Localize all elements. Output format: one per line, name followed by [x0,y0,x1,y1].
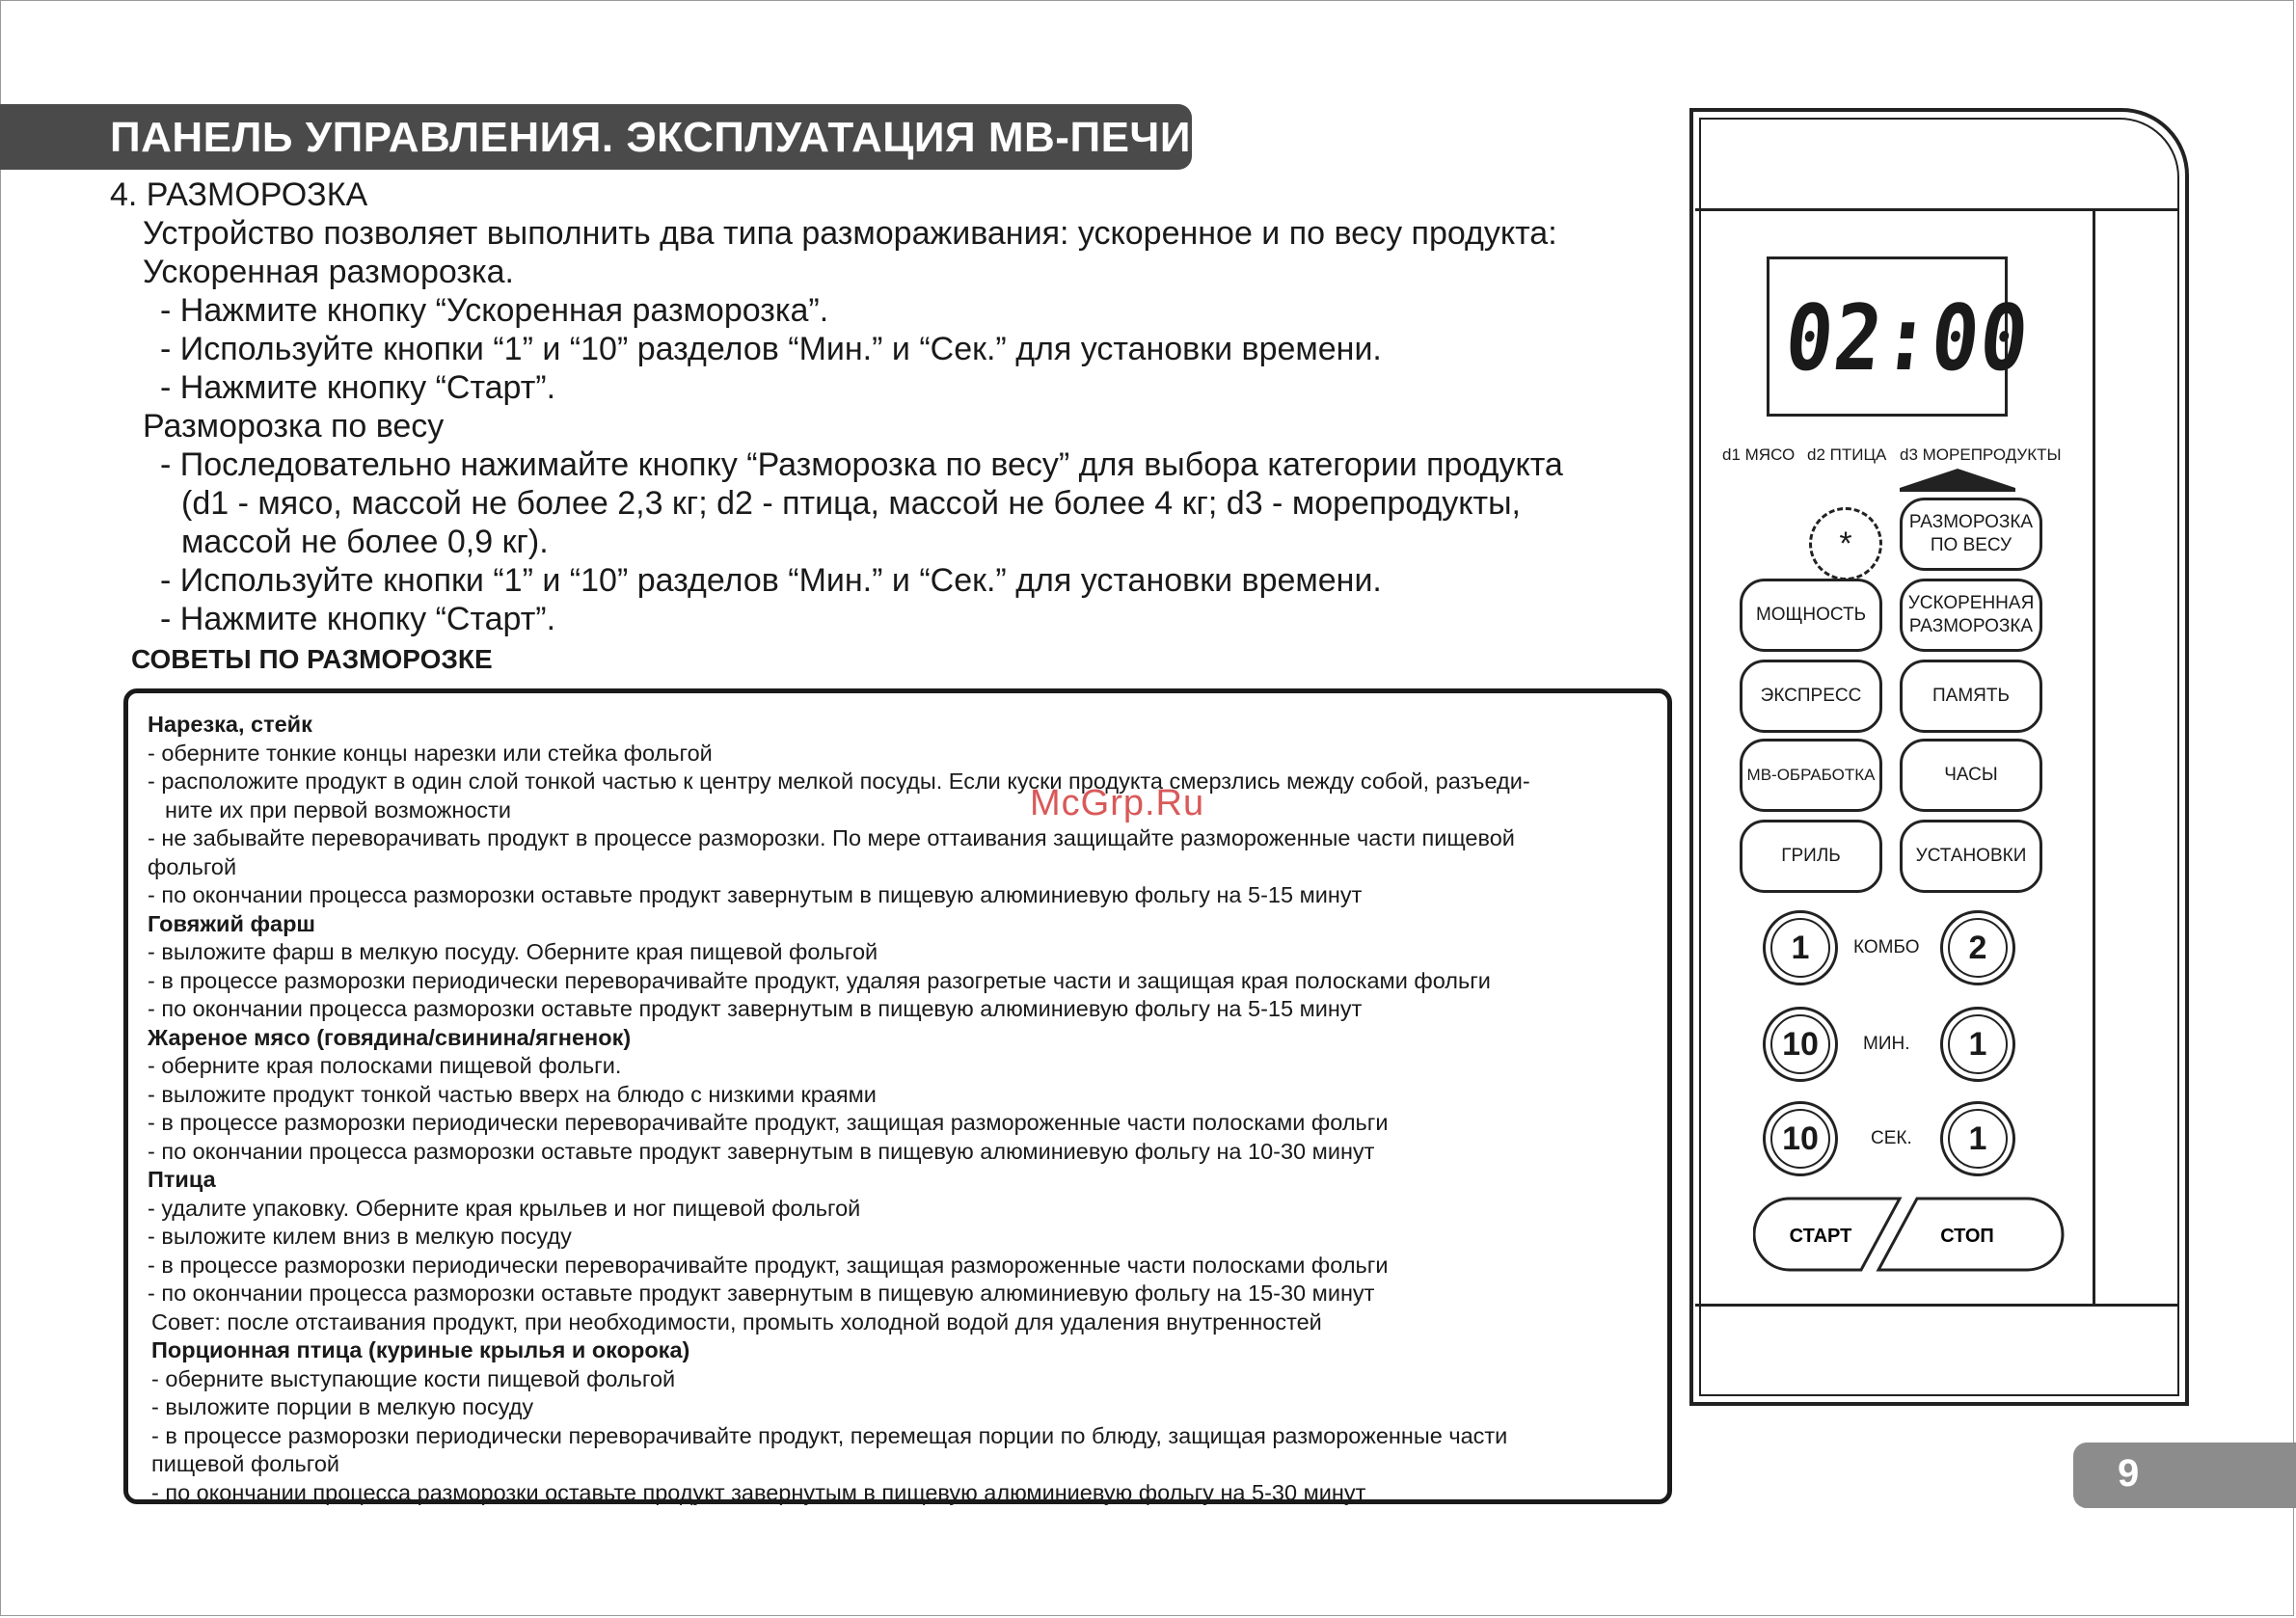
tips-title: СОВЕТЫ ПО РАЗМОРОЗКЕ [131,644,493,674]
tip-line: фольгой [148,853,237,879]
time-display [1767,256,2035,417]
intro-line: - Последовательно нажимайте кнопку “Разморозка по весу” для выбора категории продукта [160,446,1563,483]
intro-line: - Используйте кнопки “1” и “10” разделов “Мин.” и “Сек.” для установки времени. [160,331,1382,367]
tip-line: - оберните края полосками пищевой фольги. [148,1053,622,1078]
weight-defrost-button[interactable]: РАЗМОРОЗКА ПО ВЕСУ [1900,498,2042,571]
child-lock-icon: * [1809,507,1882,580]
tip-line: - в процессе разморозки периодически переворачивайте продукт, удаляя разогретые части и защищая края полосками фольги [148,967,1491,993]
tip-line: - по окончании процесса разморозки оставьте продукт завернутым в пищевую алюминиевую фольгу на 5-15 минут [148,996,1363,1021]
power-button[interactable]: МОЩНОСТЬ [1740,579,1882,652]
page-title: ПАНЕЛЬ УПРАВЛЕНИЯ. ЭКСПЛУАТАЦИЯ МВ-ПЕЧИ [110,114,1191,161]
sec-10-button[interactable]: 10 [1763,1101,1838,1176]
tips-box [123,688,1672,1504]
tips-heading: Говяжий фарш [148,910,316,936]
sec-label: СЕК. [1871,1128,1912,1148]
tip-line: - по окончании процесса разморозки оставьте продукт завернутым в пищевую алюминиевую фольгу на 10-30 минут [148,1138,1375,1164]
tip-line: - выложите килем вниз в мелкую посуду [148,1224,572,1249]
tips-heading: Нарезка, стейк [148,712,312,737]
tip-line: - не забывайте переворачивать продукт в процессе разморозки. По мере оттаивания защищайте размороженные части пищевой [148,825,1515,850]
tip-line: пищевой фольгой [151,1451,340,1476]
panel-side-strip [2093,208,2182,1304]
mw-mode-button[interactable]: МВ-ОБРАБОТКА [1740,739,1882,812]
start-button[interactable]: СТАРТ [1789,1226,1852,1247]
intro-line: Ускоренная разморозка. [143,254,514,290]
watermark: McGrp.Ru [1030,783,1205,823]
tip-line: - по окончании процесса разморозки оставьте продукт завернутым в пищевую алюминиевую фольгу на 15-30 минут [148,1281,1375,1306]
sec-1-button[interactable]: 1 [1940,1101,2015,1176]
combo-2-button[interactable]: 2 [1940,910,2015,985]
tip-line: - выложите продукт тонкой частью вверх на блюдо с низкими краями [148,1081,877,1107]
settings-button[interactable]: УСТАНОВКИ [1900,820,2042,893]
combo-label: КОМБО [1853,937,1920,957]
intro-line: Разморозка по весу [143,408,445,445]
quick-defrost-button[interactable]: УСКОРЕННАЯ РАЗМОРОЗКА [1900,579,2042,652]
tips-heading: Порционная птица (куриные крылья и окорока) [151,1337,690,1362]
memory-button[interactable]: ПАМЯТЬ [1900,660,2042,733]
tip-line: - оберните выступающие кости пищевой фольгой [151,1365,676,1391]
tip-line: - удалите упаковку. Оберните края крыльев и ног пищевой фольгой [148,1195,861,1221]
tips-heading: Жареное мясо (говядина/свинина/ягненок) [148,1024,632,1050]
combo-1-button[interactable]: 1 [1763,910,1838,985]
section-heading: 4. РАЗМОРОЗКА [110,176,368,213]
intro-line: Устройство позволяет выполнить два типа размораживания: ускоренное и по весу продукта: [143,215,1557,252]
tips-body [148,711,1658,1507]
min-10-button[interactable]: 10 [1763,1007,1838,1082]
intro-line: - Нажмите кнопку “Старт”. [160,601,556,637]
min-label: МИН. [1863,1034,1910,1054]
clock-button[interactable]: ЧАСЫ [1900,739,2042,812]
display-value: 02:00 [1780,286,2035,391]
label-d1: d1 МЯСО [1722,445,1796,464]
tip-line: - расположите продукт в один слой тонкой частью к центру мелкой посуды. Если куски продукта смерзлись между собой, разъеди- [148,769,1530,794]
tip-advice: Совет: после отстаивания продукт, при необходимости, промыть холодной водой для удаления внутренностей [151,1308,1322,1335]
intro-line: - Нажмите кнопку “Старт”. [160,369,556,406]
indicator-bar [1900,488,2015,492]
intro-line: (d1 - мясо, массой не более 2,3 кг; d2 - птица, массой не более 4 кг; d3 - морепродукты, [181,485,1521,522]
header-bar [0,104,1192,170]
tip-line: - в процессе разморозки периодически переворачивайте продукт, перемещая порции по блюду, защищая размороженные части [151,1422,1508,1448]
intro-line: массой не более 0,9 кг). [181,524,549,560]
grill-button[interactable]: ГРИЛЬ [1740,820,1882,893]
tip-line: - в процессе разморозки периодически переворачивайте продукт, защищая размороженные части полосками фольги [148,1110,1389,1135]
tip-line: - в процессе разморозки периодически переворачивайте продукт, защищая размороженные части полосками фольги [148,1252,1389,1278]
tip-line: ните их при первой возможности [165,796,512,822]
panel-bottom-section [1695,1304,2179,1399]
tip-line: - выложите порции в мелкую посуду [151,1394,534,1419]
page-number-box [2073,1443,2296,1508]
express-button[interactable]: ЭКСПРЕСС [1740,660,1882,733]
page-number: 9 [2118,1452,2140,1495]
tip-line: - выложите фарш в мелкую посуду. Оберните края пищевой фольгой [148,939,878,964]
indicator-arrow-icon [1900,469,2015,488]
start-stop-buttons [1753,1196,2081,1273]
label-d3: d3 МОРЕПРОДУКТЫ [1900,445,2062,464]
label-d2: d2 ПТИЦА [1807,445,1887,464]
tip-line: - оберните тонкие концы нарезки или стейка фольгой [148,740,713,766]
tips-heading: Птица [148,1167,216,1192]
min-1-button[interactable]: 1 [1940,1007,2015,1082]
intro-line: - Используйте кнопки “1” и “10” разделов “Мин.” и “Сек.” для установки времени. [160,562,1382,599]
stop-button[interactable]: СТОП [1940,1226,1994,1247]
panel-top-section [1695,116,2179,211]
tip-line: - по окончании процесса разморозки оставьте продукт завернутым в пищевую алюминиевую фольгу на 5-30 минут [151,1479,1366,1505]
intro-line: - Нажмите кнопку “Ускоренная разморозка”. [160,292,829,329]
tip-line: - по окончании процесса разморозки оставьте продукт завернутым в пищевую алюминиевую фольгу на 5-15 минут [148,882,1363,907]
